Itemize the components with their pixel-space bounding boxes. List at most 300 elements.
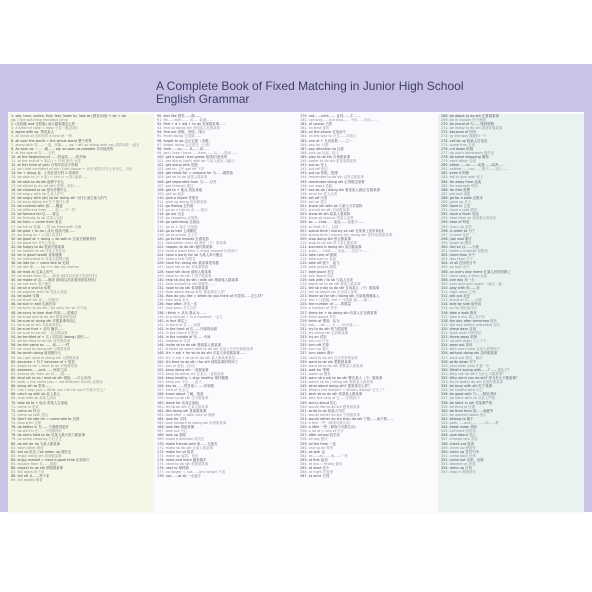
phrase-entry: 299. laugh at 嘲笑 bbox=[441, 240, 472, 245]
phrase-entry: 302. more than 多于 bbox=[441, 253, 476, 258]
phrase-entry: 2. (比较级 and 比较级) 表示越来越怎么样 bbox=[11, 122, 76, 127]
phrase-entry: 50. be sure of doing sth 对做某事有信心 bbox=[11, 318, 77, 323]
phrase-entry: 213. take care of 照顾 bbox=[300, 253, 337, 258]
phrase-entry: 47. be sorry to do sth / be sorry for sb 对不起 bbox=[11, 306, 87, 311]
phrase-entry: 265. at least 至少 bbox=[300, 466, 330, 471]
phrase-entry: 84. enjoy oneself = have a good time 玩得高兴 bbox=[11, 457, 90, 462]
phrase-entry: 248. with the help of 在……的帮助下 bbox=[300, 396, 361, 401]
poster-title-line-2: English Grammar bbox=[156, 92, 250, 106]
phrase-entry: 225. the number of ……的数量 bbox=[300, 302, 351, 307]
phrase-entry: 162. like doing sth 喜欢做某事 bbox=[157, 408, 207, 413]
phrase-entry: 239. want to do sth 想要做某事 bbox=[300, 359, 352, 364]
phrase-entry: 60. because + 句子 because of + 短语 bbox=[11, 359, 75, 364]
phrase-entry: 219. talk with / to sb 与某人交谈 bbox=[300, 277, 353, 282]
phrase-entry: 93. find sb doing sth 发现某人在做某事 bbox=[157, 126, 220, 131]
phrase-entry: 332. Why don't you do sth? 你为什么不做某事？ bbox=[441, 376, 520, 380]
phrase-entry: 134. How do you like = What do you think of 你觉得……怎么样？ bbox=[157, 294, 265, 299]
phrase-entry: 107. get through 通过 bbox=[157, 183, 194, 188]
phrase-entry: 328. write down 写下 bbox=[441, 359, 477, 364]
phrase-entry: 342. belong to 属于 bbox=[441, 416, 474, 421]
phrase-entry: 270. be proud of 为……感到骄傲 bbox=[441, 122, 494, 127]
phrase-entry: 223. thank sb for sth / doing sth 为某事感谢某人 bbox=[300, 294, 380, 299]
phrase-entry: 81. each other 彼此 bbox=[11, 445, 44, 450]
phrase-entry: 88. fall off 从……摔下来 bbox=[11, 474, 50, 479]
phrase-entry: 127. have sth to do 有某事要做 bbox=[157, 265, 209, 270]
phrase-entry: 144. in the middle of 在……中间 bbox=[157, 335, 211, 340]
phrase-entry: 89. fall asleep 睡着 bbox=[11, 478, 43, 483]
phrase-entry: 86. expect to do sth 期待做某事 bbox=[11, 466, 64, 471]
phrase-entry: 179. not……until…… 直到……才…… bbox=[300, 114, 361, 118]
phrase-entry: 329. year after year 年复一年 bbox=[441, 363, 490, 368]
phrase-entry: 153. keep sb doing sth 让某人一直做某事 bbox=[157, 371, 224, 376]
phrase-entry: 24. be famous for 以……著名 bbox=[11, 212, 60, 217]
phrase-entry: 182. on time 准时 bbox=[300, 126, 330, 131]
phrase-entry: 345. call back 回电话 bbox=[441, 429, 476, 434]
phrase-entry: 79. do some cleaning 打扫卫生 bbox=[11, 437, 63, 442]
phrase-entry: 238. used to do sth 过去常常做某事 bbox=[300, 355, 358, 360]
phrase-entry: 150. It's time to do sth / for sth 到做某事的时间了 bbox=[157, 359, 238, 364]
phrase-entry: 180. not only……but also…… 不但……而且…… bbox=[300, 118, 378, 123]
phrase-entry: 301. make a mistake 犯错误 bbox=[441, 249, 488, 254]
phrase-entry: 195. remember doing sth 记得做过某事 bbox=[300, 179, 365, 184]
phrase-entry: 323. up and down 上上下下 bbox=[441, 339, 487, 344]
phrase-entry: 311. right away 立刻 bbox=[441, 290, 476, 295]
phrase-entry: 247. wish sb to do sth 希望某人做某事 bbox=[300, 392, 363, 397]
phrase-entry: 85. escape from 从……逃跑 bbox=[11, 461, 57, 466]
phrase-entry: 339. be tired of 厌倦 bbox=[441, 404, 475, 409]
phrase-entry: 40. be made of 由……制成 (制成以后还看得见原材料) bbox=[11, 277, 96, 282]
phrase-entry: 344. break down 损坏 bbox=[441, 425, 478, 430]
phrase-entry: 69. chat with sb 和某人闲谈 bbox=[11, 396, 57, 401]
phrase-entry: 271. be ready to do sth 准备好做某事 bbox=[441, 126, 503, 131]
phrase-entry: 92. find + it + adj + to do 发现做某事…… bbox=[157, 122, 226, 127]
phrase-entry: 211. succeed in doing sth 成功做某事 bbox=[300, 245, 362, 249]
phrase-entry: 117. go to + 地点 去某地 bbox=[157, 224, 198, 229]
phrase-entry: 234. turn on 打开 bbox=[300, 339, 329, 344]
phrase-entry: 97. forget doing 忘记做过（已做） bbox=[157, 142, 213, 147]
phrase-entry: 135. how long 多久 bbox=[157, 298, 189, 303]
phrase-entry: 258. all day 整天 bbox=[300, 437, 328, 442]
phrase-entry: 169. make a decision 做决定 bbox=[157, 437, 205, 442]
phrase-entry: 116. go swimming 去游泳 bbox=[157, 220, 200, 225]
phrase-entry: 13. be / feel confident of sth / that clause + 从句 感觉/对什么有信心，自信 bbox=[11, 167, 133, 172]
phrase-entry: 353. depend on 依靠 bbox=[441, 461, 476, 466]
phrase-entry: 201. share sth with sb 与某人分享某物 bbox=[300, 204, 363, 209]
phrase-entry: 22. be covered with 被……覆盖 bbox=[11, 204, 63, 209]
phrase-entry: 82. eat up 吃光 / be eaten up 被吃光 bbox=[11, 449, 72, 454]
phrase-entry: 277. do one's homework 做作业 bbox=[441, 150, 495, 155]
phrase-entry: 136. how often 多久一次 bbox=[157, 302, 198, 307]
phrase-entry: 142. in the front of 在……内部的前面 bbox=[157, 326, 218, 331]
phrase-entry: 175. need to do sth 需要做某事 bbox=[157, 461, 209, 466]
phrase-entry: 168. look up 查阅 bbox=[157, 433, 186, 438]
phrase-entry: 65. both = the same (as) = not different (from) 表相同 bbox=[11, 380, 103, 385]
phrase-entry: 297. in time 及时 bbox=[441, 232, 470, 237]
phrase-entry: 335. be careful with 小心 bbox=[441, 388, 483, 393]
phrase-entry: 235. turn off 关掉 bbox=[300, 343, 329, 348]
phrase-entry: 17. be afraid to do (of sth) 恐惧，害怕…… bbox=[11, 183, 81, 188]
phrase-entry: 263. at first 起初 bbox=[300, 457, 328, 462]
phrase-entry: 131. help oneself to sth 随便吃…… bbox=[157, 281, 216, 286]
phrase-entry: 202. should do sth 应该做某事 bbox=[300, 208, 350, 213]
phrase-entry: 310. play with 和……玩 bbox=[441, 285, 480, 290]
phrase-entry: 253. would rather do sth than do sth 宁愿……而不愿…… bbox=[300, 416, 394, 421]
phrase-entry: 274. call sb up 给某人打电话 bbox=[441, 138, 488, 143]
phrase-entry: 291. have a cold 感冒 bbox=[441, 208, 478, 213]
phrase-entry: 160. leave for 动身去某地 bbox=[157, 400, 199, 405]
phrase-entry: 198. send for 派人去请 bbox=[300, 191, 338, 196]
phrase-entry: 320. these days 目前 bbox=[441, 326, 476, 331]
phrase-entry: 337. be strict with sb 对某人严格 bbox=[441, 396, 495, 401]
phrase-entry: 23. be different from …… 和……不一样 bbox=[11, 208, 76, 213]
poster-title-line-1: A Complete Book of Fixed Matching in Junior High School bbox=[156, 79, 464, 93]
phrase-entry: 77. do well in 在……方面做得好 bbox=[11, 429, 62, 434]
phrase-entry: 156. key to ……的答案 / ……的钥匙 bbox=[157, 384, 215, 389]
phrase-entry: 200. set up 建立 bbox=[300, 199, 328, 204]
phrase-entry: 227. there be + sb doing sth 有某人正在做某事 bbox=[300, 310, 377, 315]
phrase-entry: 141. in front of 在……前面 bbox=[157, 322, 201, 327]
phrase-entry: 207. spend time / money on sth 在某事上花时间/钱 bbox=[300, 228, 384, 233]
phrase-entry: 104. get ready for = prepare for 为……做准备 bbox=[157, 171, 234, 176]
phrase-entry: 158. know about 了解，知道 bbox=[157, 392, 204, 397]
phrase-entry: 285. for example 例如 bbox=[441, 183, 478, 188]
phrase-entry: 44. be quiet 安静 bbox=[11, 294, 40, 299]
phrase-entry: 114. go out 出去 bbox=[157, 212, 185, 217]
phrase-entry: 129. have to do sth 不得不做某事 bbox=[157, 273, 212, 278]
phrase-entry: 171. make sb do sth 让某人做某事 bbox=[157, 445, 213, 450]
phrase-entry: 27. be full of 装满……的 be filled with 充满 bbox=[11, 224, 82, 229]
poster-title bbox=[156, 79, 464, 106]
phrase-entry: 25. be friendly to sb 对某人友好 bbox=[11, 216, 64, 221]
phrase-entry: 163. look after = take care of 照顾 bbox=[157, 412, 215, 417]
phrase-entry: 205. so……that…… 如此……以至于…… bbox=[300, 220, 365, 225]
phrase-entry: 330. What's wrong with……? ……怎么了？ bbox=[441, 367, 512, 372]
phrase-entry: 317. take a bus 乘公共汽车 bbox=[441, 314, 486, 319]
phrase-entry: 305. on foot 步行 bbox=[441, 265, 470, 270]
phrase-entry: 32. be happy to do 很高兴做某事 bbox=[11, 245, 65, 249]
phrase-entry: 7. along with 同……一道，伴随…… eg: I will go along with you 我将和你一起去 bbox=[11, 142, 140, 147]
phrase-entry: 122. happen to do sth 碰巧做某事 bbox=[157, 245, 213, 249]
phrase-entry: 296. in order to 为了 bbox=[441, 228, 476, 233]
phrase-entry: 347. change into 变成 bbox=[441, 437, 478, 442]
phrase-entry: 6. all over the world = the whole world 整个世界 bbox=[11, 138, 92, 143]
phrase-entry: 98. from……to…… 从……到…… bbox=[157, 146, 210, 151]
phrase-entry: 194. remember to do sth 记得去做某事 bbox=[300, 175, 364, 180]
phrase-entry: 164. look for 寻找 bbox=[157, 416, 187, 421]
phrase-entry: 306. on one's way home 在某人回家的路上 bbox=[441, 269, 511, 274]
phrase-entry: 74. Don't be late for = come late to 迟到 bbox=[11, 416, 80, 421]
phrase-entry: 281. neither……nor…… 既不……也不…… bbox=[441, 167, 510, 172]
phrase-entry: 161. let sb do sth 让某人做某事 bbox=[157, 404, 209, 409]
phrase-entry: 255. a little 一些（修饰不可数名词） bbox=[300, 425, 358, 430]
phrase-entry: 118. go to bed 上床睡觉 bbox=[157, 228, 197, 233]
phrase-entry: 331. Why not do sth? 为什么不做某事？ bbox=[441, 371, 506, 376]
phrase-entry: 343. both……and…… ……和……都 bbox=[441, 421, 499, 426]
phrase-entry: 176. next to 紧挨着 bbox=[157, 466, 189, 471]
phrase-entry: 96. forget to do 忘记去做（未做） bbox=[157, 138, 212, 143]
phrase-entry: 278. do some shopping 购物 bbox=[441, 154, 489, 159]
phrase-entry: 259. all the time 一直 bbox=[300, 441, 336, 446]
phrase-entry: 192. put off 推迟 bbox=[300, 167, 328, 172]
phrase-entry: 70. take sb to + 地点 带某人去某地 bbox=[11, 400, 68, 405]
phrase-entry: 167. look out 小心 bbox=[157, 429, 188, 434]
phrase-entry: 204. show sb around 带某人参观 bbox=[300, 216, 354, 221]
phrase-entry: 349. cheer up 使振作 bbox=[441, 445, 476, 450]
phrase-entry: 75. deal with 处理 bbox=[11, 421, 41, 426]
phrase-entry: 4. agree with sb. 赞成某人 bbox=[11, 130, 55, 135]
phrase-entry: 288. go for a walk 去散步 bbox=[441, 195, 483, 200]
phrase-entry: 321. think over 仔细考虑 bbox=[441, 330, 482, 335]
phrase-entry: 178. not……at all 一点也不 bbox=[157, 474, 202, 479]
phrase-entry: 208. spend time / money (in) doing sth 花时间/钱做某事 bbox=[300, 232, 393, 237]
phrase-entry: 340. be tired from 因……而疲劳 bbox=[441, 408, 494, 413]
phrase-entry: 154. keep healthy = stay healthy 保持健康 bbox=[157, 376, 229, 380]
phrase-entry: 51. be sure of sth 对某事有信心 bbox=[11, 322, 63, 327]
phrase-entry: 300. live on 以……为食 bbox=[441, 245, 479, 249]
phrase-entry: 16. be able to do sth 能够干什么 bbox=[11, 179, 65, 184]
phrase-entry: 133. How about doing sth? 做某事怎么样？ bbox=[157, 290, 228, 295]
phrase-entry: 21. be busy doing sth 忙于做什么事 bbox=[11, 199, 70, 204]
phrase-entry: 229. think of 想到，认为 bbox=[300, 318, 340, 323]
phrase-entry: 121. had better (not) do 最好（不）做某事 bbox=[157, 240, 227, 245]
phrase-entry: 350. clean up 打扫干净 bbox=[441, 449, 479, 454]
phrase-entry: 251. write to sb 给某人写信 bbox=[300, 408, 345, 413]
phrase-entry: 120. go to the movies 去看电影 bbox=[157, 236, 209, 241]
phrase-entry: 115. go shopping 去购物 bbox=[157, 216, 198, 221]
phrase-entry: 100. get a good / bad grade 取得好/差成绩 bbox=[157, 154, 228, 159]
phrase-entry: 240. want sb to do sth 想要某人做某事 bbox=[300, 363, 363, 368]
phrase-entry: eg: I like watching monkeys jump bbox=[11, 118, 68, 123]
phrase-entry: 48. be sorry to hear that 听到……很难过 bbox=[11, 310, 78, 315]
phrase-entry: 318. the day after tomorrow 后天 bbox=[441, 318, 497, 323]
phrase-entry: 10. at the beginning of ……的起初 ……的开始 bbox=[11, 154, 86, 159]
phrase-entry: 348. check out 检查 bbox=[441, 441, 475, 446]
phrase-entry: 125. have a talk 听报告 bbox=[157, 257, 196, 262]
phrase-entry: 18. be allowed to do 被允许做什么 bbox=[11, 187, 68, 192]
phrase-entry: 322. throw away 扔掉 bbox=[441, 335, 478, 340]
phrase-entry: 289. grow up 长大 bbox=[441, 199, 472, 204]
phrase-entry: 187. pay attention to 注意 bbox=[300, 146, 344, 151]
phrase-entry: 147. It takes sb some time to do sth 花某人多长时间做某事 bbox=[157, 347, 254, 352]
phrase-entry: 14. be + doing 表：1 现在进行时 2 将来时 bbox=[11, 171, 79, 176]
phrase-entry: 43. be popular with sb 受某人欢迎 bbox=[11, 290, 68, 295]
phrase-entry: 261. as well 也 bbox=[300, 449, 325, 454]
phrase-entry: 138. I think + 从句 我认为…… bbox=[157, 310, 207, 315]
phrase-entry: 58. be worth doing 值得做什么 bbox=[11, 351, 62, 356]
phrase-entry: 5. all kinds of 各种各样 a kind of 一种 bbox=[11, 134, 72, 139]
phrase-entry: 252. would rather do sth 宁愿做某事 bbox=[300, 412, 360, 417]
phrase-entry: 209. stop doing sth 停止做某事 bbox=[300, 236, 351, 241]
phrase-entry: 315. so far 到目前为止 bbox=[441, 306, 478, 311]
phrase-entry: 257. after school 放学后 bbox=[300, 433, 340, 438]
phrase-entry: 174. more and more 越来越多 bbox=[157, 457, 207, 462]
phrase-entry: 215. take off 脱下，起飞 bbox=[300, 261, 340, 266]
phrase-entry: 220. teach sb to do sth 教某人做某事 bbox=[300, 281, 361, 286]
phrase-entry: 102. get along with 进展 bbox=[157, 163, 198, 168]
phrase-entry: 309. over and over again 一遍又一遍 bbox=[441, 281, 502, 286]
phrase-entry: 273. by the way 顺便问一下 bbox=[441, 134, 487, 139]
phrase-entry: 217. take place 发生 bbox=[300, 269, 335, 274]
phrase-entry: 282. even if 即使 bbox=[441, 171, 470, 176]
phrase-entry: 199. set off 出发 bbox=[300, 195, 328, 200]
phrase-entry: 159. learn to do sth 学习做某事 bbox=[157, 396, 209, 401]
phrase-entry: 338. be strict in sth 对某事严格 bbox=[441, 400, 493, 405]
phrase-entry: 262. as……as…… 和……一样 bbox=[300, 453, 348, 458]
phrase-entry: 128. have sth done 请别人做某事 bbox=[157, 269, 212, 274]
phrase-entry: 38. be mad at 生某人的气 bbox=[11, 269, 53, 274]
phrase-entry: 246. What's the matter? = What's wrong? 怎么了？ bbox=[300, 388, 386, 393]
phrase-entry: 140. in fact 事实上 bbox=[157, 318, 188, 323]
phrase-entry: 312. sell out 卖完 bbox=[441, 294, 470, 299]
phrase-entry: 1. see, hear, notice, find, feel, listen to, look at (感官动词) + sb + do bbox=[11, 114, 126, 118]
phrase-entry: 151. join in 参加（活动） bbox=[157, 363, 198, 368]
phrase-entry: 233. try on 试穿 bbox=[300, 335, 327, 340]
phrase-entry: 193. put up 张贴，搭建 bbox=[300, 171, 338, 176]
phrase-entry: 45. be short for 表……的缩写 bbox=[11, 298, 59, 303]
phrase-entry: 232. try doing sth 尝试做某事 bbox=[300, 330, 349, 335]
phrase-entry: 186. pay for 付款 bbox=[300, 142, 329, 147]
phrase-entry: 123. have a good time = enjoy oneself 玩得高兴 bbox=[157, 249, 238, 254]
phrase-entry: 218. talk about 谈论 bbox=[300, 273, 334, 278]
phrase-entry: 137. how soon 多久以后 bbox=[157, 306, 197, 311]
phrase-entry: 267. at once 立刻 bbox=[300, 474, 330, 479]
phrase-entry: 119. go to school 去上学 bbox=[157, 232, 198, 237]
phrase-entry: 9. at the age of 在……岁时 bbox=[11, 150, 56, 155]
phrase-entry: 90. feel like 感觉……像…… bbox=[157, 114, 202, 118]
phrase-entry: 287. get lost 迷路 bbox=[441, 191, 471, 196]
phrase-entry: 260. and so on 等等 bbox=[300, 445, 334, 450]
phrase-entry: 224. the + 比较级, the + 比较级 越……越…… bbox=[300, 298, 374, 303]
phrase-entry: 212. such……that…… 如此……以至于…… bbox=[300, 249, 369, 254]
phrase-entry: 130. help sb (to) do sth / with sth 帮助某人做某事 bbox=[157, 277, 239, 282]
phrase-entry: 101. get along (well) with sb 与某人相处（融洽） bbox=[157, 159, 237, 164]
phrase-entry: 29. be going to + v (原) 将来时 bbox=[11, 232, 63, 237]
phrase-entry: 87. fall down 摔下来 bbox=[11, 470, 45, 475]
phrase-entry: 226. a number of 许多 bbox=[300, 306, 338, 311]
phrase-entry: 188. pick up 捡起，接人 bbox=[300, 150, 339, 155]
phrase-entry: 46. be sick in bed 生病在床 bbox=[11, 302, 56, 307]
phrase-entry: 319. the day before yesterday 前天 bbox=[441, 322, 501, 327]
phrase-entry: 113. go on a trip to 去……旅行 bbox=[157, 208, 208, 213]
phrase-entry: 149. It's + adj + of sb to do sth 某人做某事真是…… bbox=[157, 355, 242, 360]
phrase-entry: 264. at last = finally 最后 bbox=[300, 461, 343, 466]
phrase-entry: 37. be like 像…… eg: I'm like my mother bbox=[11, 265, 80, 270]
phrase-entry: 303. less than 少于 bbox=[441, 257, 473, 262]
phrase-entry: 33. be helpful to sb 对某人有好处 bbox=[11, 249, 66, 254]
phrase-entry: 35. be interested in 对某方面感兴趣 bbox=[11, 257, 70, 262]
phrase-entry: 103. get on 上车 get off 下车 bbox=[157, 167, 205, 172]
phrase-entry: 8. As soon as 一……就…… eg: as soon as possible 尽可能快的 bbox=[11, 146, 114, 151]
phrase-entry: 20. be angry with (at) sb for doing sth 为什么而生某人的气 bbox=[11, 195, 108, 200]
phrase-entry: 62. between……and…… 两者之间 bbox=[11, 367, 67, 372]
phrase-entry: 314. side by side 肩并肩 bbox=[441, 302, 482, 307]
phrase-entry: 105. get sb to do 使某人做某事 bbox=[157, 175, 208, 180]
phrase-entry: 268. be about to do sth 正要做某事 bbox=[441, 114, 499, 118]
phrase-entry: 183. on the phone 在电话中 bbox=[300, 130, 346, 135]
phrase-entry: 31. be good for 对什么有益 bbox=[11, 240, 56, 245]
phrase-entry: 112. go fishing 去钓鱼 bbox=[157, 204, 194, 209]
phrase-entry: 67. Can I help you = What can I do for you? 你要买什么？ bbox=[11, 388, 107, 393]
phrase-entry: 73. come up with 提出 bbox=[11, 412, 49, 417]
phrase-entry: 66. bring sth to 带来…… bbox=[11, 384, 52, 389]
phrase-entry: 126. have fun doing sth 做某事很有趣 bbox=[157, 261, 219, 266]
phrase-entry: 222. tell sb about sth 告诉某人某事 bbox=[300, 290, 358, 295]
phrase-entry: 327. work out 算出，解决 bbox=[441, 355, 483, 360]
phrase-entry: 152. keep doing sth 一直做某事 bbox=[157, 367, 209, 372]
phrase-entry: 108. get to + 地点 到达某地 bbox=[157, 187, 203, 192]
phrase-entry: 326. without doing sth 没有做某事 bbox=[441, 351, 498, 356]
phrase-entry: 283. fall in love with 爱上 bbox=[441, 175, 484, 180]
phrase-entry: 254. a few 一些（修饰可数名词） bbox=[300, 421, 353, 426]
phrase-entry: 210. stop to do sth 停下来去做某事 bbox=[300, 240, 357, 245]
phrase-entry: 95. finish doing 完成做…… bbox=[157, 134, 202, 139]
phrase-entry: 244. watch sb do / doing sth 观看某人做某事 bbox=[300, 380, 374, 385]
phrase-entry: 68. catch up with sb 赶上某人 bbox=[11, 392, 61, 397]
phrase-entry: 71. come in 进来 bbox=[11, 404, 39, 409]
phrase-entry: 214. take part in 参加 bbox=[300, 257, 337, 262]
phrase-entry: 295. hurry up 赶快 bbox=[441, 224, 472, 229]
phrase-entry: 139. in a minute = in a moment 一会儿 bbox=[157, 314, 223, 319]
phrase-entry: 241. wait for 等候 bbox=[300, 367, 330, 372]
phrase-entry: 269. be in trouble 处于困境 bbox=[441, 118, 486, 123]
phrase-entry: 237. turn down 调小 bbox=[300, 351, 334, 356]
phrase-entry: 15. be able to (+ v 原) = can (+ v 原) 能够…… bbox=[11, 175, 89, 180]
phrase-entry: 272. because of 因为 bbox=[441, 130, 477, 135]
phrase-entry: 54. be terrified of + 名 / 动名词 (doing) 害怕…… bbox=[11, 335, 91, 340]
phrase-entry: 157. kind of 有点儿 bbox=[157, 388, 189, 393]
phrase-entry: 242. wake up 醒来 bbox=[300, 371, 331, 376]
phrase-entry: 294. hear of 听说 bbox=[441, 220, 470, 225]
phrase-entry: 111. give up doing 放弃做某事 bbox=[157, 199, 207, 204]
phrase-entry: 346. care about 关心 bbox=[441, 433, 476, 438]
phrase-entry: 42. be on a visit to 参观 bbox=[11, 285, 51, 290]
phrase-entry: 275. come true 实现 bbox=[441, 142, 475, 147]
phrase-entry: 39. be made from 由……制成 (制成以后看不见原材料) bbox=[11, 273, 98, 278]
column-4 bbox=[438, 114, 584, 512]
column-1 bbox=[8, 114, 154, 512]
phrase-entry: 53. be sure to do sth 一定会做某事 bbox=[11, 330, 68, 335]
phrase-entry: 145. instead of 代替 bbox=[157, 339, 191, 344]
phrase-entry: 221. tell sb (not) to do sth 告诉某人（不）做某事 bbox=[300, 285, 380, 290]
phrase-entry: 298. just now 刚才 bbox=[441, 236, 472, 241]
phrase-entry: 34. be in good health 身体健康 bbox=[11, 253, 62, 258]
phrase-entry: 63. borrow sth from sb 向……借…… bbox=[11, 371, 71, 376]
phrase-entry: 49. be surprised to do sth 做某事很惊讶 bbox=[11, 314, 77, 319]
column-3 bbox=[297, 114, 438, 512]
phrase-entry: 266. at night 在夜里 bbox=[300, 470, 334, 475]
phrase-entry: 41. be not sure 表不确定 bbox=[11, 281, 52, 286]
phrase-entry: 165. look forward to doing sth 盼望做某事 bbox=[157, 421, 227, 426]
phrase-entry: 124. have a party for sb 为某人举行聚会 bbox=[157, 253, 223, 258]
phrase-entry: 228. think about 考虑 bbox=[300, 314, 336, 319]
phrase-entry: 184. on the way to 在去……的路上 bbox=[300, 134, 357, 139]
phrase-entry: 91. fill……with…… 用……装满…… bbox=[157, 118, 214, 123]
phrase-entry: 280. either……or…… 或者……或者…… bbox=[441, 163, 505, 168]
phrase-entry: 293. hear from sb 收到某人的来信 bbox=[441, 216, 497, 221]
phrase-entry: 286. for free 免费 bbox=[441, 187, 470, 192]
phrase-entry: 308. one day 有一天 bbox=[441, 277, 475, 282]
phrase-entry: 307. once upon a time 从前 bbox=[441, 273, 488, 278]
phrase-entry: 94. find out 查明，发现，找出 bbox=[157, 130, 205, 135]
phrase-entry: 334. be busy with sth 忙于某事 bbox=[441, 384, 493, 389]
phrase-entry: 28. be glad + to do / 从句 很高兴做…… bbox=[11, 228, 76, 233]
phrase-entry: 243. warn sb (not) to do sth 警告某人（不）做某事 bbox=[300, 376, 383, 380]
phrase-entry: 236. turn up 调大 bbox=[300, 347, 329, 352]
phrase-entry: 170. make friends with 和……交朋友 bbox=[157, 441, 218, 446]
phrase-entry: 245. what about doing sth? 做某事怎么样？ bbox=[300, 384, 372, 389]
phrase-entry: 284. far away from 远离 bbox=[441, 179, 482, 184]
phrase-entry: 166. look like 看起来像 bbox=[157, 425, 195, 430]
